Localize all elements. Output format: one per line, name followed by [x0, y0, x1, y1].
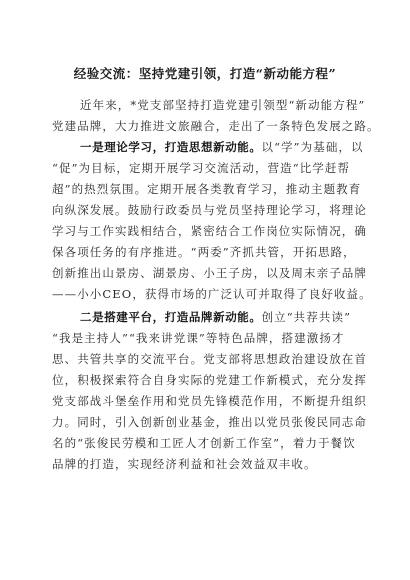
section2-line: 党支部战斗堡垒作用和党员先锋模范作用，不断提升组织: [52, 394, 367, 408]
section2-line: 名的“张俊民劳模和工匠人才创新工作室”，着力于餐饮: [52, 436, 356, 450]
section2-line: 创立“共荐共读”: [261, 310, 352, 324]
section1-first-line: [80, 140, 364, 154]
section2-first-line: [80, 310, 351, 324]
document-title: 经验交流：坚持党建引领，打造“新动能方程”: [73, 66, 337, 81]
intro-line: 党建品牌，大力推进文旅融合，走出了一条特色发展之路。: [52, 119, 380, 133]
section1-heading: 一是理论学习，打造思想新动能。: [80, 140, 262, 154]
section1-line: 超”的热烈氛围。定期开展各类教育学习，推动主题教育: [52, 182, 362, 196]
section2-line: “我是主持人”“我来讲党课”等特色品牌，搭建激扬才: [52, 331, 345, 345]
section1-line: 创新推出山景房、湖景房、小王子房，以及周末亲子品牌: [52, 266, 367, 280]
section2-line: 力。同时，引入创新创业基金，推出以党员张俊民同志命: [52, 415, 367, 429]
section2-line: 品牌的打造，实现经济利益和社会效益双丰收。: [52, 457, 317, 471]
section1-line: 向纵深发展。鼓励行政委员与党员坚持理论学习，将理论: [52, 203, 367, 217]
section1-line: 保各项任务的有序推进。“两委”齐抓共管，开拓思路，: [52, 245, 356, 259]
intro-line: 近年来，*党支部坚持打造党建引领型“新动能方程”: [80, 98, 366, 112]
section1-line: 以“学”为基础，以: [261, 140, 364, 154]
section1-line: “促”为目标，定期开展学习交流活动，营造“比学赶帮: [52, 161, 351, 175]
section2-heading: 二是搭建平台，打造品牌新动能。: [80, 310, 262, 324]
section1-line: ——小小CEO，获得市场的广泛认可并取得了良好收益。: [52, 287, 372, 301]
section2-line: 位，积极探索符合自身实际的党建工作新模式，充分发挥: [52, 373, 367, 387]
section2-line: 思、共管共享的交流平台。党支部将思想政治建设放在首: [52, 352, 367, 366]
section1-line: 学习与工作实践相结合，紧密结合工作岗位实际情况，确: [52, 224, 367, 238]
